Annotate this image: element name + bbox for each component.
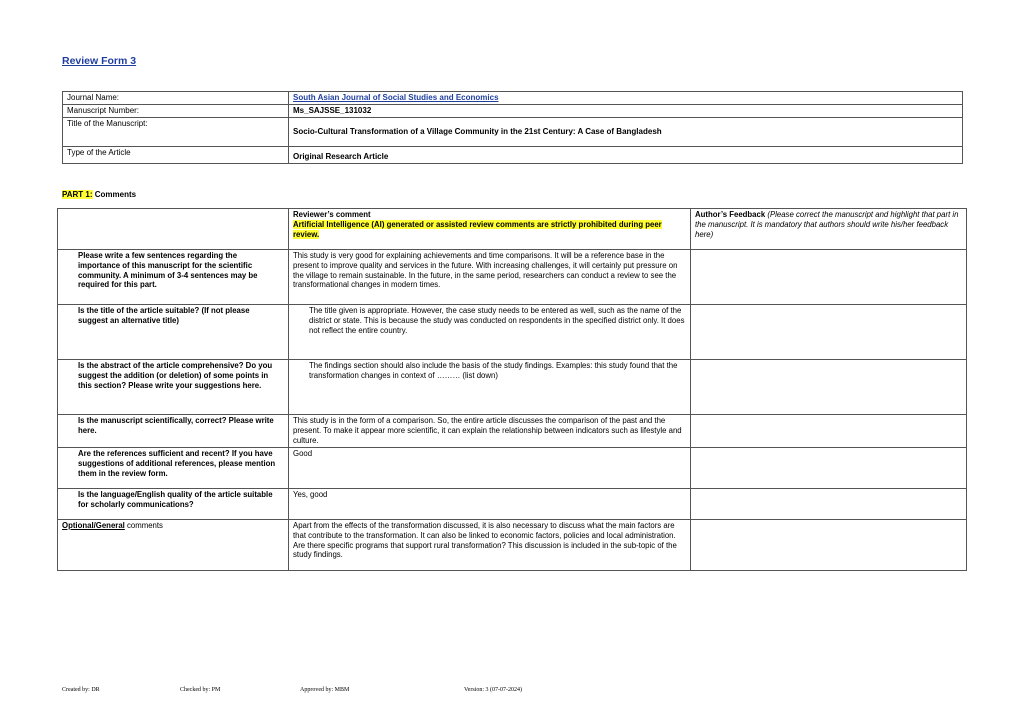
- question-references: Are the references sufficient and recent? If you have suggestions of additional references, please mention them in the review form.: [58, 448, 289, 489]
- comment-references: Good: [289, 448, 691, 489]
- author-feedback-cell[interactable]: [691, 415, 967, 448]
- manuscript-number-label: Manuscript Number:: [63, 105, 289, 118]
- manuscript-number-value: Ms_SAJSSE_131032: [289, 105, 963, 118]
- part1-label: PART 1:: [62, 190, 93, 199]
- comment-language: Yes, good: [289, 489, 691, 520]
- footer-approved: Approved by: MBM: [300, 687, 350, 693]
- author-feedback-title: Author’s Feedback: [695, 210, 766, 219]
- table-row: [58, 489, 967, 520]
- manuscript-number-row: [63, 105, 963, 118]
- optional-general-label: [58, 520, 289, 571]
- review-comments-table: [57, 208, 967, 571]
- title-row: [63, 118, 963, 147]
- author-feedback-note: (Please correct the manuscript and highlight that part in the manuscript. It is mandatory that authors should write his/her feedback here): [695, 210, 959, 239]
- question-language: Is the language/English quality of the article suitable for scholarly communications?: [58, 489, 289, 520]
- journal-row: [63, 92, 963, 105]
- question-title: Is the title of the article suitable? (If not please suggest an alternative title): [58, 305, 289, 360]
- form-title: Review Form 3: [62, 55, 137, 67]
- journal-label: Journal Name:: [63, 92, 289, 105]
- part1-suffix: Comments: [92, 190, 137, 199]
- question-scientific: Is the manuscript scientifically, correct? Please write here.: [58, 415, 289, 448]
- footer-checked: Checked by: PM: [180, 687, 221, 693]
- type-value: Original Research Article: [289, 147, 963, 164]
- footer-version: Version: 3 (07-07-2024): [464, 687, 522, 693]
- title-label: Title of the Manuscript:: [63, 118, 289, 147]
- optional-label: Optional/General: [62, 521, 125, 530]
- ai-warning: Artificial Intelligence (AI) generated or assisted review comments are strictly prohibited during peer review.: [293, 219, 662, 239]
- author-feedback-cell[interactable]: [691, 489, 967, 520]
- table-row: [58, 360, 967, 415]
- reviewer-comment-header: [289, 209, 691, 250]
- table-row: [58, 520, 967, 571]
- author-feedback-cell[interactable]: [691, 520, 967, 571]
- header-empty-cell: [58, 209, 289, 250]
- table-row: [58, 415, 967, 448]
- comment-optional: Apart from the effects of the transformation discussed, it is also necessary to discuss what the main factors are that contribute to the transformation. It can also be linked to economic factors, policies and local administration. Are there specific programs that support rural transformation? This discussion is included in the sub-topic of the study findings.: [289, 520, 691, 571]
- part1-heading: [62, 190, 136, 199]
- comment-abstract: The findings section should also include the basis of the study findings. Examples: this study found that the transformation changes in context of ……… (list down): [289, 360, 691, 415]
- author-feedback-cell[interactable]: [691, 448, 967, 489]
- table-header-row: [58, 209, 967, 250]
- author-feedback-cell[interactable]: [691, 250, 967, 305]
- optional-suffix: comments: [124, 521, 163, 530]
- comment-scientific: This study is in the form of a comparison. So, the entire article discusses the comparison of the past and the present. To make it appear more scientific, it can explain the relationship between indicators such as lifestyle and culture.: [289, 415, 691, 448]
- author-feedback-header: [691, 209, 967, 250]
- table-row: [58, 305, 967, 360]
- reviewer-comment-title: Reviewer’s comment: [293, 210, 371, 219]
- comment-importance: This study is very good for explaining achievements and time comparisons. It will be a reference base in the present to improve quality and services in the future. With increasing challenges, it will certainly put pressure on the village to remain sustainable. In the future, in the same period, researchers can conduct a review to see the transformational changes in modern times.: [289, 250, 691, 305]
- table-row: [58, 448, 967, 489]
- table-row: [58, 250, 967, 305]
- title-value: Socio-Cultural Transformation of a Village Community in the 21st Century: A Case of Bangladesh: [289, 118, 963, 147]
- journal-link[interactable]: South Asian Journal of Social Studies and Economics: [289, 92, 963, 105]
- type-label: Type of the Article: [63, 147, 289, 164]
- comment-title: The title given is appropriate. However, the case study needs to be entered as well, such as the name of the district or state. This is because the study was conducted on respondents in the specified district only. It does not reflect the entire country.: [289, 305, 691, 360]
- author-feedback-cell[interactable]: [691, 305, 967, 360]
- type-row: [63, 147, 963, 164]
- question-abstract: Is the abstract of the article comprehensive? Do you suggest the addition (or deletion) of some points in this section? Please write your suggestions here.: [58, 360, 289, 415]
- manuscript-info-table: [62, 91, 963, 164]
- author-feedback-cell[interactable]: [691, 360, 967, 415]
- question-importance: Please write a few sentences regarding the importance of this manuscript for the scientific community. A minimum of 3-4 sentences may be required for this part.: [58, 250, 289, 305]
- footer-created: Created by: DR: [62, 687, 100, 693]
